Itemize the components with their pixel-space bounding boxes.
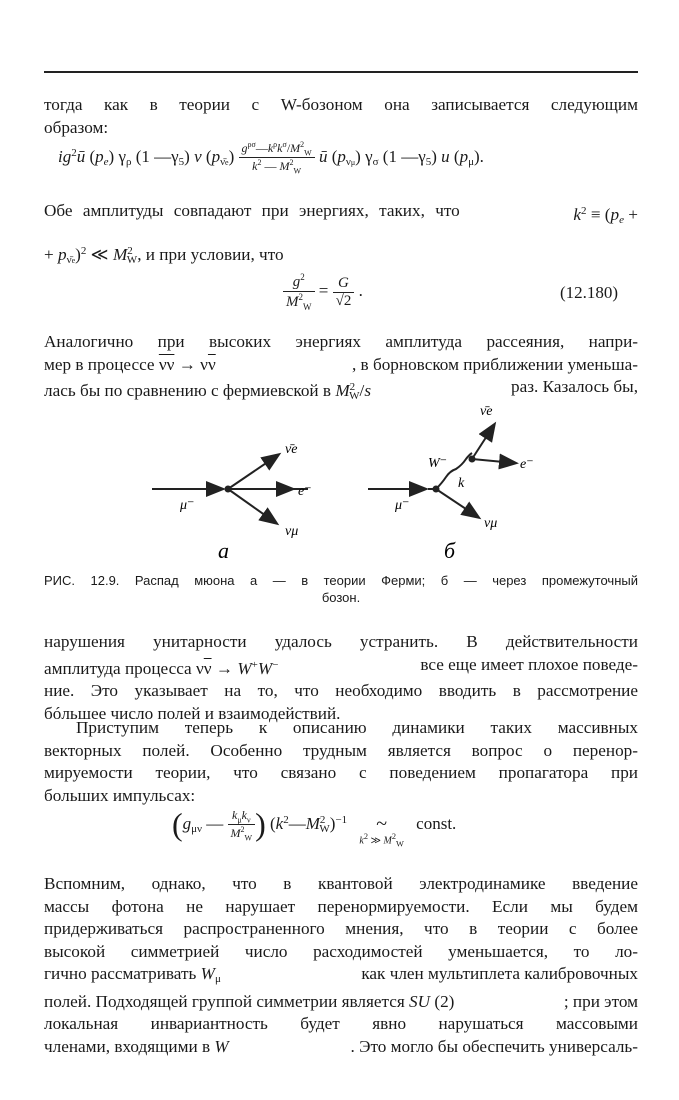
p3-line2b: , в борновском приближении уменьша- (351, 354, 638, 374)
e-line-b (472, 459, 515, 463)
p6-line5a: гично рассматривать (44, 964, 197, 983)
caption-line1: РИС. 12.9. Распад мюона а — в теории Ферми; б — через промежуточный (44, 573, 638, 588)
p6-line4: высокой симметрией число расходимостей уменьшается, то ло- (44, 941, 638, 961)
p3-line3a: лась бы по сравнению с фермиевской в (44, 381, 332, 400)
p1-line2: образом: (44, 117, 109, 137)
p2-line2: , и при условии, что (137, 244, 284, 264)
p6-line8a: членами, входящими в (44, 1036, 211, 1056)
p6-line3: придерживаться распространенного мнения, что в теории с более (44, 919, 638, 938)
p5-line4: больших импульсах: (44, 785, 196, 805)
equation-amplitude: $ig^2ū$ $(p_e)$ $\gamma_\rho$ (1 $—\gamma_5$) v $(p_{\nūe})$ $\frac{g^{\rho\sigma}—k^\rho k^\sigma/M^2_W}{k^2 — M^2_W}$ ū $(p_{\nu\mu})$ $\gamma_\sigma$ (1 $—\gamma_5$) u $(p_\mu)$. (58, 140, 484, 176)
diagram-b-boson (368, 404, 534, 563)
muon-decay-figure (0, 395, 679, 570)
p6-line5b: как член мультиплета калибровочных (361, 964, 638, 983)
paragraph-1 (44, 94, 638, 139)
label-numu-b: νμ (484, 516, 498, 531)
p6-line7: локальная инвариантность будет явно нарушаться массовыми (44, 1014, 638, 1033)
p2-line1: Обе амплитуды совпадают при энергиях, таких, что (44, 201, 460, 220)
paragraph-3: Аналогично при высоких энергиях амплитуда рассеяния, напри- мер в процессе $\overline{\nu\nu} \to \nu\overline{\nu}$ , в борновском приближении уменьша- лась бы по сравнению с фермиевской в $M^2_W/s$ раз. Казалось бы, (44, 331, 638, 408)
label-k: k (458, 476, 465, 491)
label-b: б (444, 538, 456, 563)
nu-mu-line-a (228, 489, 276, 523)
paragraph-4: нарушения унитарности удалось устранить. В действительности амплитуда процесса $\nu\overline{\nu} \to W^+W^-$ все еще имеет плохое поведе- ние. Это указывает на то, что необходимо вводить в рассмотрение бóльшее число полей и взаимодействий. (44, 631, 638, 725)
p3-line1: Аналогично при высоких энергиях амплитуда рассеяния, напри- (44, 332, 638, 351)
p6-line2: массы фотона не нарушает перенормируемости. Если мы будем (44, 896, 638, 916)
label-e-b: e⁻ (520, 457, 534, 472)
label-a: а (218, 538, 229, 563)
p4-line2a: амплитуда процесса (44, 658, 192, 678)
p4-line3: ние. Это указывает на то, что необходимо вводить в рассмотрение (44, 681, 638, 700)
p1-line1: тогда как в теории с W-бозоном она записывается следующим (44, 95, 638, 114)
p5-line3: мируемости теории, что связано с поведением пропагатора при (44, 763, 638, 782)
label-numu-a: νμ (285, 524, 299, 539)
p6-line8b: . Это могло бы обеспечить универсаль- (350, 1036, 638, 1056)
p4-line2b: все еще имеет плохое поведе- (420, 654, 638, 674)
label-mu-b: μ⁻ (395, 498, 410, 513)
label-e-a: e⁻ (298, 484, 312, 499)
p5-line2: векторных полей. Особенно трудным является вопрос о перенор- (44, 740, 638, 760)
paragraph-2 (44, 200, 638, 272)
paragraph-5 (44, 717, 638, 807)
p4-line4: бóльшее число полей и взаимодействий. (44, 703, 341, 723)
label-mu-a: μ⁻ (180, 498, 195, 513)
p5-line1: Приступим теперь к описанию динамики таких массивных (76, 718, 638, 737)
nu-mu-line-b (436, 489, 478, 517)
p6-line6b: ; при этом (563, 991, 638, 1011)
p6-line6a: полей. Подходящей группой симметрии является (44, 991, 405, 1011)
paragraph-6: Вспомним, однако, что в квантовой электродинамике введение массы фотона не нарушает перенормируемости. Если мы будем придерживаться распространенного мнения, что в теории с более высокой симметрией число расходимостей уменьшается, то ло- гично рассматривать $W_\mu$ как член мультиплета калибровочных полей. Подходящей группой симметрии является SU (2) ; при этом локальная инвариантность будет явно нарушаться массовыми членами, входящими в W . Это могло бы обеспечить универсаль- (44, 873, 638, 1058)
eq3-const: const. (416, 814, 457, 833)
label-w: W⁻ (428, 456, 448, 471)
vertex-a (225, 486, 232, 493)
p3-line2a: мер в процессе (44, 354, 155, 374)
nu-e-line-a (228, 455, 278, 489)
caption-line2: бозон. (321, 590, 361, 605)
p6-line1: Вспомним, однако, что в квантовой электродинамике введение (44, 874, 638, 893)
nu-e-line-b (472, 425, 494, 459)
p3-line3b: раз. Казалось бы, (511, 377, 638, 396)
equation-coupling: $\frac{g^2}{M^2_W}$ = $\frac{G}{√2}$ . (283, 272, 363, 312)
header-rule (44, 71, 638, 73)
label-nue-a: ν̄e (285, 442, 298, 457)
p4-line1: нарушения унитарности удалось устранить. В действительности (44, 632, 638, 651)
diagram-a-fermi (152, 442, 312, 563)
p2-math1: $k^2 \equiv (p_e$ + (573, 205, 638, 226)
label-nue-b: ν̄e (480, 404, 493, 419)
equation-propagator: ($g_{\mu\nu}$ — $\frac{k_\mu k_\nu}{M^2_W}$ ) $(k^2—M^2_W)^{-1}$ ~ $k^2$ ≫ $M^2_W$ const. (172, 806, 457, 848)
p2-math2: + $p_{\nūe})^2$ ≪ $M^2_W$ (44, 244, 138, 266)
figure-caption (44, 572, 638, 606)
equation-number: (12.180) (560, 283, 619, 302)
